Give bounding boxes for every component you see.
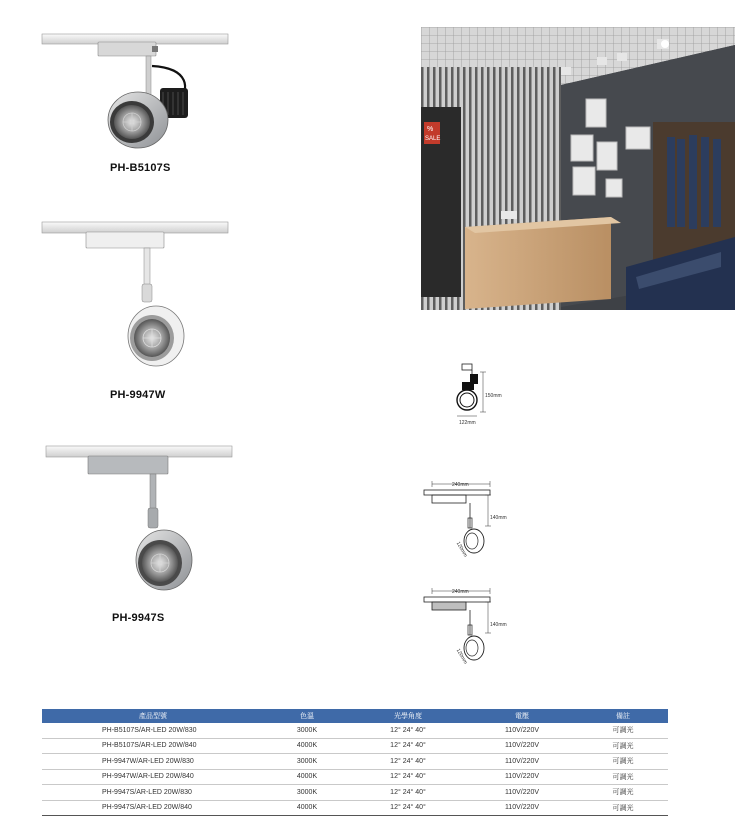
cell-color-temp: 3000K [264,723,350,738]
dim-9947s-height: 140mm [490,622,507,628]
cell-remarks: 可調光 [578,738,668,754]
dim-9947w-height: 140mm [490,515,507,521]
dim-9947w-length: 240mm [452,482,469,488]
product-b5107s [40,30,240,180]
cell-beam-angle: 12° 24° 40° [350,738,466,754]
dim-b5107s-height: 150mm [485,393,502,399]
cell-color-temp: 4000K [264,800,350,816]
9947w-fixture-image [40,218,240,383]
header-model: 產品型號 [42,709,264,723]
cell-beam-angle: 12° 24° 40° [350,785,466,801]
model-label-9947s: PH-9947S [112,612,165,624]
table-row [42,754,668,770]
table-row [42,800,668,816]
cell-voltage: 110V/220V [466,800,578,816]
cell-color-temp: 4000K [264,769,350,785]
cell-beam-angle: 12° 24° 40° [350,800,466,816]
cell-remarks: 可調光 [578,754,668,770]
dim-9947w-diameter: 120mm [454,540,469,559]
header-color-temp: 色溫 [264,709,350,723]
b5107s-fixture-image [40,30,240,155]
dimension-drawing-9947w [420,478,530,568]
cell-color-temp: 3000K [264,754,350,770]
table-row [42,785,668,801]
cell-remarks: 可調光 [578,769,668,785]
cell-remarks: 可調光 [578,800,668,816]
table-row [42,769,668,785]
model-label-9947w: PH-9947W [110,389,166,401]
cell-voltage: 110V/220V [466,785,578,801]
sale-sign-bottom: SALE [425,136,441,142]
cell-beam-angle: 12° 24° 40° [350,723,466,738]
sale-sign-top: % [427,126,434,133]
cell-color-temp: 3000K [264,785,350,801]
cell-model: PH-9947W/AR-LED 20W/830 [42,754,264,770]
9947s-fixture-image [42,442,242,602]
cell-model: PH-9947S/AR-LED 20W/830 [42,785,264,801]
cell-voltage: 110V/220V [466,754,578,770]
spec-table [42,709,668,816]
cell-voltage: 110V/220V [466,738,578,754]
cell-color-temp: 4000K [264,738,350,754]
dimension-drawing-b5107s [440,358,520,438]
cell-model: PH-B5107S/AR-LED 20W/840 [42,738,264,754]
showroom-photo [421,27,735,310]
table-row [42,738,668,754]
dim-b5107s-width: 122mm [459,420,476,426]
cell-beam-angle: 12° 24° 40° [350,769,466,785]
cell-model: PH-9947S/AR-LED 20W/840 [42,800,264,816]
table-row [42,723,668,738]
spec-table-header [42,709,668,723]
cell-model: PH-B5107S/AR-LED 20W/830 [42,723,264,738]
dimension-drawing-9947s [420,585,530,675]
cell-beam-angle: 12° 24° 40° [350,754,466,770]
cell-remarks: 可調光 [578,723,668,738]
cell-remarks: 可調光 [578,785,668,801]
cell-model: PH-9947W/AR-LED 20W/840 [42,769,264,785]
header-beam-angle: 光學角度 [350,709,466,723]
header-remarks: 備註 [578,709,668,723]
header-voltage: 電壓 [466,709,578,723]
dim-9947s-length: 240mm [452,589,469,595]
cell-voltage: 110V/220V [466,769,578,785]
dim-9947s-diameter: 120mm [454,647,469,666]
cell-voltage: 110V/220V [466,723,578,738]
product-9947s [42,442,242,632]
model-label-b5107s: PH-B5107S [110,162,171,174]
product-9947w [40,218,240,408]
